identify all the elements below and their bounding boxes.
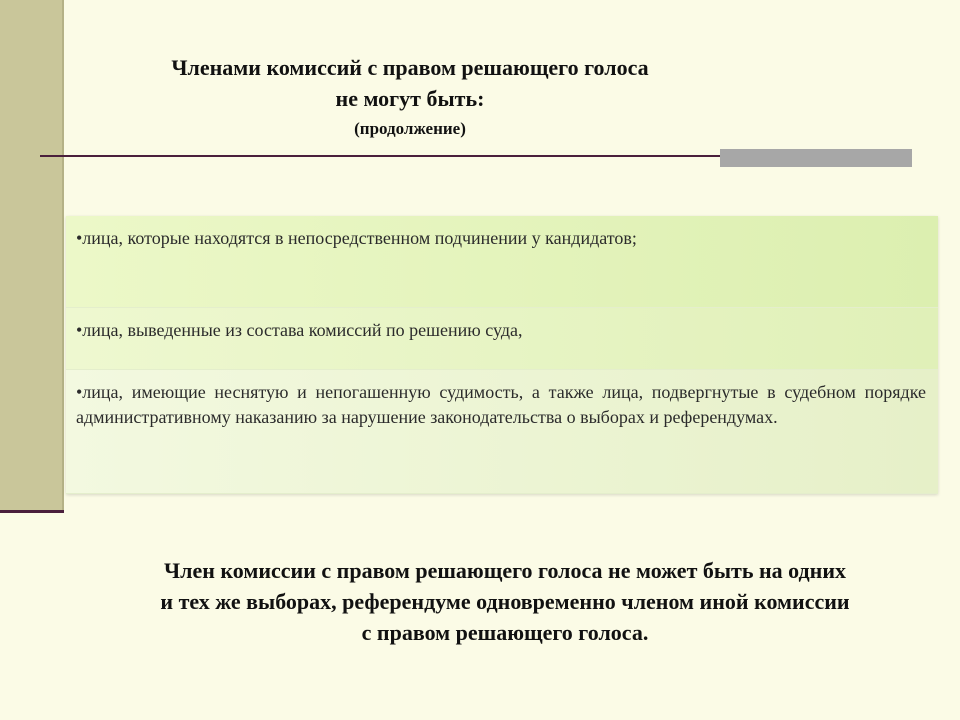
row-text: •лица, имеющие неснятую и непогашенную судимость, а также лица, подвергнутые в судебном порядке административному наказанию за нарушение законодательства о выборах и референдумах. <box>76 382 926 427</box>
table-row <box>66 370 938 494</box>
table-row <box>66 308 938 370</box>
footer-line-2: и тех же выборах, референдуме одновременно членом иной комиссии <box>160 589 850 614</box>
title-subtitle: (продолжение) <box>354 119 466 138</box>
title-line-2: не могут быть: <box>335 86 485 111</box>
title-line-1: Членами комиссий с правом решающего голоса <box>171 55 649 80</box>
footer-note <box>80 555 930 648</box>
row-text: •лица, которые находятся в непосредственном подчинении у кандидатов; <box>76 228 637 248</box>
content-table <box>66 216 938 494</box>
footer-line-3: с правом решающего голоса. <box>361 620 649 645</box>
row-text: •лица, выведенные из состава комиссий по решению суда, <box>76 320 523 340</box>
side-decoration-bar <box>0 0 64 510</box>
slide-title <box>80 52 740 142</box>
table-row <box>66 216 938 308</box>
divider-accent-lower <box>720 157 912 167</box>
footer-line-1: Член комиссии с правом решающего голоса не может быть на одних <box>163 558 847 583</box>
divider-accent <box>720 149 912 157</box>
side-decoration-line <box>0 510 64 513</box>
